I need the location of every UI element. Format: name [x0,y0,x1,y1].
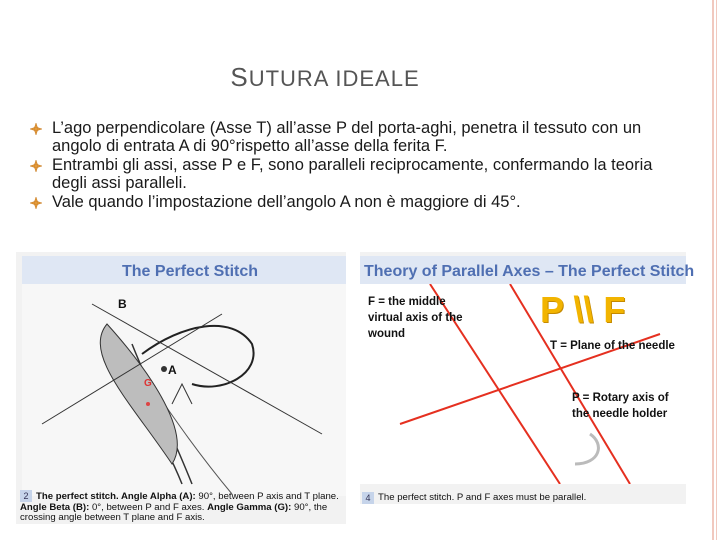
bullet-text: Entrambi gli assi, asse P e F, sono paralleli reciprocamente, confermando la teoria degli assi paralleli. [52,156,653,192]
caption-bold-1: The perfect stitch. Angle Alpha (A): [36,491,196,502]
slide-title-initial: S [230,62,249,92]
figure-header [360,256,695,286]
diamond-petal-icon [30,197,42,209]
needle-stitch-illustration [22,284,346,496]
caption-text-1: 90°, between P axis and T plane. [195,491,339,502]
figure-perfect-stitch [16,252,346,524]
figure-title: The Perfect Stitch [122,263,259,280]
label-b: B [118,297,127,311]
formula-p-parallel-f: P \\ F [540,289,626,330]
caption-bold-3: Angle Gamma (G): [207,501,292,513]
figure-caption [20,490,340,524]
caption-number: 2 [20,490,32,502]
figure-header [22,256,346,286]
figure-parallel-axes [360,252,695,504]
bullet-item [30,157,660,192]
label-f: F = the middle virtual axis of the wound [368,296,463,340]
label-g: G [144,378,152,389]
label-t: T = Plane of the needle [550,340,675,352]
label-p: P = Rotary axis of the needle holder [572,392,669,420]
caption-text-2: 0°, between P and F axes. [89,501,208,513]
parallel-axes-illustration [360,284,686,484]
caption-number: 4 [362,492,374,504]
slide-title [0,62,650,93]
diamond-petal-icon [30,123,42,135]
bullet-text: Vale quando l’impostazione dell’angolo A non è maggiore di 45°. [52,193,521,211]
slide-border-right-outer [712,0,714,540]
figure-caption: The perfect stitch. P and F axes must be parallel. [378,492,587,503]
diamond-petal-icon [30,160,42,172]
bullet-item [30,120,660,155]
slide-title-rest: UTURA IDEALE [248,66,420,91]
bullet-item [30,194,660,212]
slide-border-right-inner [716,0,717,540]
label-a: A [168,363,177,377]
stitch-drawing [22,284,346,496]
caption-bold-2: Angle Beta (B): [20,501,90,513]
bullet-list [30,120,660,214]
figure-title: Theory of Parallel Axes – The Perfect Stitch [364,263,695,280]
caption-text-3: 90°, the crossing angle between T plane and F axis. [20,501,328,523]
bullet-text: L’ago perpendicolare (Asse T) all’asse P del porta-aghi, penetra il tessuto con un angolo di entrata A di 90°rispetto all’asse della ferita F. [52,119,642,155]
